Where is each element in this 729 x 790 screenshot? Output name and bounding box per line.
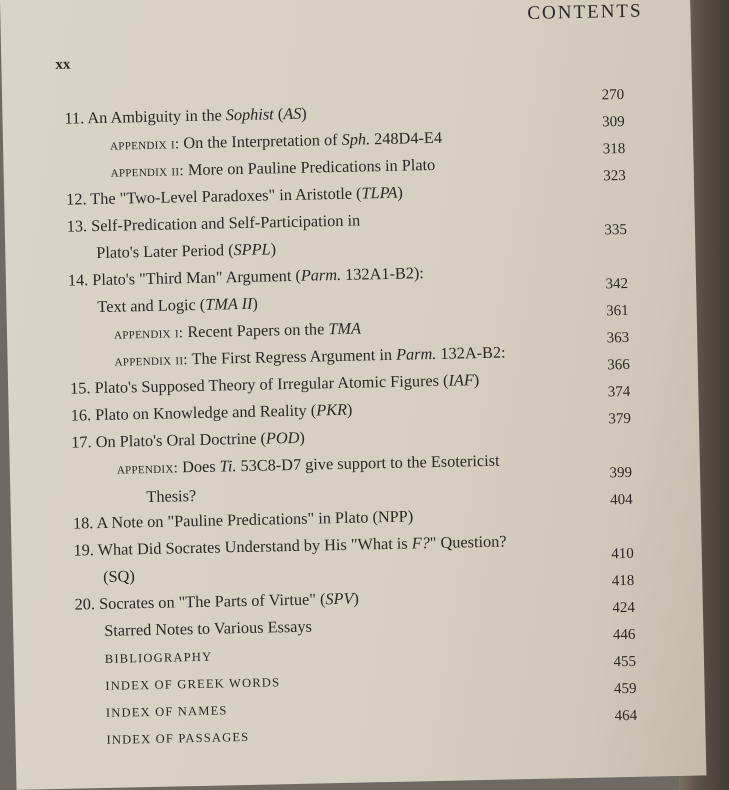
running-header: CONTENTS [527,0,643,24]
toc-entry-number: 17. [71,432,92,452]
toc-page-number: 363 [606,329,630,347]
toc-entry-title: On Plato's Oral Doctrine (POD) [95,427,305,452]
toc-page-number: 399 [609,464,633,482]
toc-page-number: 404 [609,491,633,509]
toc-page-number: 309 [602,113,625,131]
toc-entry-title: INDEX OF GREEK WORDS [105,675,281,693]
toc-entry-number: 18. [72,513,94,533]
toc-entry-title: What Did Socrates Understand by His "What is F?" Question? [97,531,507,560]
toc-entry-title: appendix: Does Ti. 53C8-D7 give support to the Esotericist [116,450,500,478]
toc-page-number: 424 [612,599,636,617]
toc-entry-text [106,714,636,754]
page-folio: xx [55,56,71,73]
toc-entry-title: Plato's Supposed Theory of Irregular Atomic Figures (IAF) [94,370,480,398]
toc-entry-title: The "Two-Level Paradoxes" in Aristotle (TLPA) [90,182,404,209]
toc-entry-number: 15. [69,378,91,398]
toc-entry-title: INDEX OF NAMES [105,703,228,720]
toc-entry-title: appendix i: On the Interpretation of Sph. 248D4-E4 [109,127,443,154]
toc-entry-title-continued: Plato's Later Period (SPPL) [96,239,277,263]
table-of-contents [64,86,677,746]
toc-entry-title: An Ambiguity in the Sophist (AS) [87,103,307,128]
toc-entry-number: 16. [70,405,92,425]
toc-entry-title: Self-Predication and Self-Participation in [90,210,361,236]
toc-entry-number: 20. [74,594,96,614]
toc-entry-title: Starred Notes to Various Essays [104,616,313,640]
toc-page-number: 379 [608,410,632,428]
toc-entry-title: appendix ii: More on Pauline Predications in Plato [110,154,436,181]
toc-page-number: 342 [605,275,629,293]
toc-page-number: 459 [613,680,637,698]
toc-page-number: 366 [607,356,630,374]
toc-entry-number: 14. [67,270,89,290]
toc-page-number: 318 [602,140,626,158]
toc-entry-title: Plato on Knowledge and Reality (PKR) [94,399,353,425]
toc-entry-title: INDEX OF PASSAGES [106,729,250,747]
toc-entry-number: 19. [73,540,95,560]
toc-entry-number: 13. [66,216,88,236]
toc-entry-number: 12. [65,189,87,209]
toc-entry-number: 11. [64,108,85,128]
toc-page-number: 455 [613,653,637,671]
toc-entry-title: Socrates on "The Parts of Virtue" (SPV) [98,588,360,614]
toc-entry-title-continued: (SQ) [102,566,135,586]
toc-page-number: 323 [603,167,626,185]
toc-page-number: 374 [607,383,631,401]
toc-entry-title: Plato's "Third Man" Argument (Parm. 132A1-B2): [92,263,425,290]
toc-entry-title-continued: Text and Logic (TMA II) [97,293,259,317]
toc-entry-title: appendix i: Recent Papers on the TMA [113,318,362,343]
toc-page-number: 410 [611,545,634,563]
toc-entry-title: A Note on "Pauline Predications" in Plato (NPP) [96,506,414,533]
toc-entry-title: appendix ii: The First Regress Argument in Parm. 132A-B2: [114,342,506,370]
toc-entry-title-continued: Thesis? [146,486,197,507]
toc-page-number: 464 [614,707,638,725]
toc-page-number: 361 [605,302,629,320]
toc-page-number: 418 [611,572,635,590]
toc-page-number: 446 [612,626,636,644]
toc-entry-title: BIBLIOGRAPHY [104,649,213,666]
toc-page-number: 335 [604,221,628,239]
toc-page-number: 270 [601,86,625,104]
